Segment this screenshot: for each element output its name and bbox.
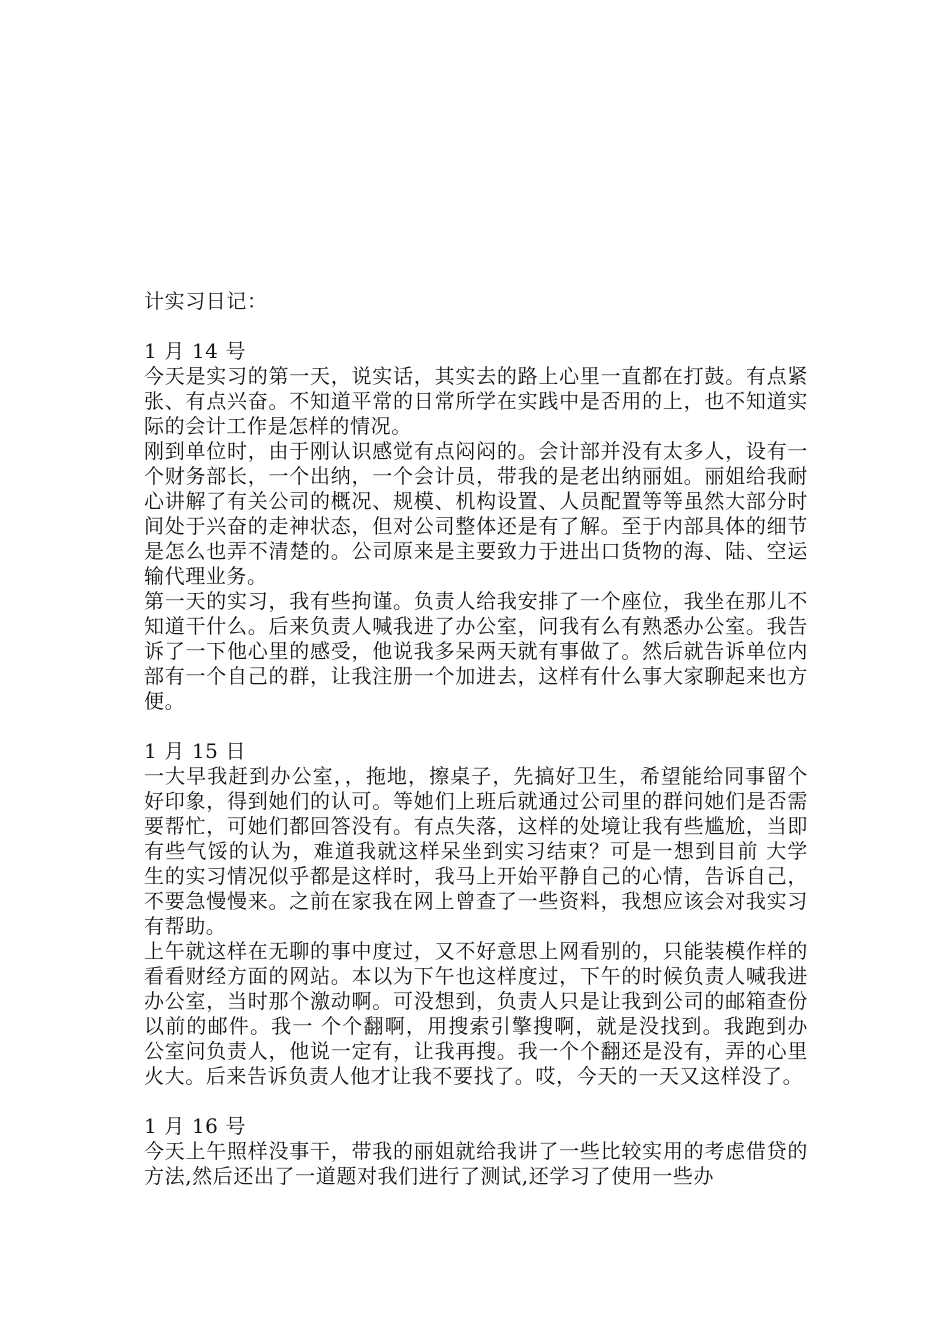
entry-date: 1 月 14 号 bbox=[144, 339, 247, 363]
diary-entry bbox=[144, 739, 808, 1089]
document-body bbox=[144, 289, 808, 1214]
entry-date: 1 月 15 日 bbox=[144, 739, 247, 763]
entry-paragraph: 刚到单位时，由于刚认识感觉有点闷闷的。会计部并没有太多人，设有一个财务部长，一个出纳，一个会计员，带我的是老出纳丽姐。丽姐给我耐心讲解了有关公司的概况、规模、机构设置、人员配置等等虽然大部分时间处于兴奋的走神状态，但对公司整体还是有了解。至于内部具体的细节是怎么也弄不清楚的。公司原来是主要致力于进出口货物的海、陆、空运输代理业务。 bbox=[144, 439, 808, 588]
document-title: 计实习日记： bbox=[144, 289, 268, 313]
entry-paragraph: 第一天的实习，我有些拘谨。负责人给我安排了一个座位，我坐在那儿不知道干什么。后来负责人喊我进了办公室，问我有么有熟悉办公室。我告诉了一下他心里的感受，他说我多呆两天就有事做了。然后就告诉单位内部有一个自己的群，让我注册一个加进去，这样有什么事大家聊起来也方便。 bbox=[144, 589, 808, 713]
entry-date: 1 月 16 号 bbox=[144, 1114, 247, 1138]
entry-paragraph: 今天上午照样没事干，带我的丽姐就给我讲了一些比较实用的考虑借贷的方法,然后还出了一道题对我们进行了测试,还学习了使用一些办 bbox=[144, 1139, 808, 1188]
entry-paragraph: 一大早我赶到办公室，，拖地，擦桌子，先搞好卫生，希望能给同事留个好印象，得到她们的认可。等她们上班后就通过公司里的群问她们是否需要帮忙，可她们都回答没有。有点失落，这样的处境让我有些尴尬，当即有些气馁的认为，难道我就这样呆坐到实习结束？可是一想到目前 大学 生的实习情况似乎都是这样时，我马上开始平静自己的心情，告诉自己，不要急慢慢来。之前在家我在网上曾查了一些资料，我想应该会对我实习有帮助。 bbox=[144, 764, 808, 938]
diary-entry bbox=[144, 1114, 808, 1189]
entry-paragraph: 今天是实习的第一天，说实话，其实去的路上心里一直都在打鼓。有点紧张、有点兴奋。不知道平常的日常所学在实践中是否用的上，也不知道实际的会计工作是怎样的情况。 bbox=[144, 364, 808, 438]
entry-paragraph: 上午就这样在无聊的事中度过，又不好意思上网看别的，只能装模作样的看看财经方面的网站。本以为下午也这样度过，下午的时候负责人喊我进办公室，当时那个激动啊。可没想到，负责人只是让我到公司的邮箱查份以前的邮件。我一 个个翻啊，用搜索引擎搜啊，就是没找到。我跑到办公室问负责人，他说一定有，让我再搜。我一个个翻还是没有，弄的心里火大。后来告诉负责人他才让我不要找了。哎，今天的一天又这样没了。 bbox=[144, 939, 808, 1088]
diary-entry bbox=[144, 339, 808, 714]
